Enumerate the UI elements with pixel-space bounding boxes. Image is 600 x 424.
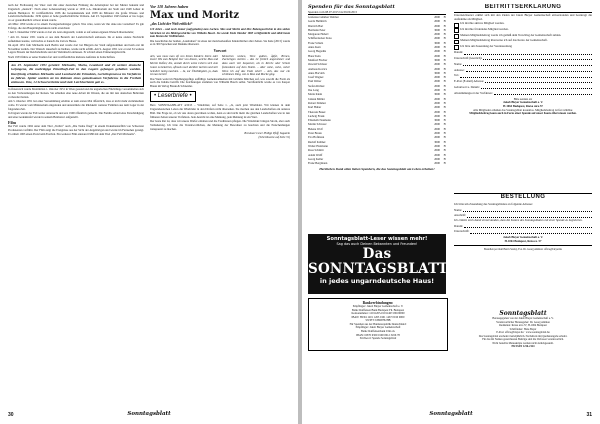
donation-currency: Ft	[443, 19, 446, 24]
article-headline: Max und Moritz	[150, 10, 240, 21]
donor-name: Eva Hofmann	[308, 135, 325, 140]
donor-name: Georg Keller	[308, 156, 324, 161]
bank-line: Empfänger: Jakob Bleyer Gemeinschaft	[355, 326, 401, 330]
page-number: 30	[8, 412, 14, 418]
donor-name: Gerda Hellmich	[308, 19, 327, 24]
donation-amount: 2000	[434, 148, 440, 153]
donation-amount: 2000	[434, 156, 440, 161]
donation-amount: 2000	[434, 36, 440, 41]
footer-brand: Sonntagsblatt	[429, 411, 473, 417]
donor-name: Margarete Haberl	[308, 32, 329, 37]
bank-line: Kontonummer: 12011265-01011467-00100000	[351, 312, 405, 316]
donation-currency: Ft	[443, 148, 446, 153]
letter-signature: Breslauer Leser Philipp Pfaff, Sagatelo	[244, 130, 290, 135]
poem-stanza: Menschen necken, Tiere quälen, Äpfel, Birnen, Zwetschgen stehlen – das ist freilich angenehmer und dazu auch viel bequemer, als in Kirche oder Schule festzusitzen auf dem Stuhle. – Aber wehe, wehe, wehe! Wenn ich auf das Ende sehe!! – Ach, das war ein schlimmes Ding, wie es Max und Moritz ging.	[222, 53, 290, 77]
field-label: Tel.:	[454, 73, 460, 78]
donor-name: Anna Horváth	[308, 70, 325, 75]
donation-amount: 2000	[434, 88, 440, 93]
donation-currency: Ft	[443, 57, 446, 62]
option-label: Meinen Mitgliedsbeitrag überweise ich auf das Konto der Gemeinschaft.	[460, 38, 548, 43]
form-address	[454, 98, 592, 117]
donation-currency: Ft	[443, 105, 446, 110]
donation-amount: 2000	[434, 45, 440, 50]
field-origin[interactable]	[454, 91, 592, 97]
donor-name: Franz Schulz	[308, 40, 324, 45]
order-title: BESTELLUNG	[500, 194, 546, 200]
donation-amount: 2000	[434, 23, 440, 28]
donation-currency: Ft	[443, 27, 446, 32]
donation-currency: Ft	[443, 100, 446, 105]
impressum-title: Sonntagsblatt	[499, 310, 547, 317]
donations-subtitle: Spenden vom 08.07.2015 bis 09.09.2015	[308, 10, 446, 15]
donor-name: Anna Kern	[308, 45, 321, 50]
article-paragraph: Ab März 1950 wurde er in einem Zwangsarbeitslager geholt. Was wäre, wenn wir ihn ohne uns vorstellen? Es gab Erfolge, die den Haupttätigkeitskreis nicht erreichten:	[8, 22, 144, 31]
donations-list	[308, 15, 446, 165]
donation-amount: 2000	[434, 143, 440, 148]
donor-name: Andreas Kovács	[308, 66, 328, 71]
donation-amount: 2000	[434, 96, 440, 101]
donor-name: Ludwig Frank	[308, 113, 325, 118]
donor-name: Schifferdecker Ilona	[308, 36, 332, 41]
bank-line: Für Spenden aus der Bundesrepublik Deutschland:	[349, 322, 407, 326]
promo-banner	[308, 234, 449, 294]
donation-amount: 2000	[434, 83, 440, 88]
donation-currency: Ft	[443, 40, 446, 45]
checkbox[interactable]	[454, 28, 459, 33]
option-label: Ich möchte aktives Mitglied werden.	[460, 21, 505, 26]
donation-amount: 2000	[434, 19, 440, 24]
field-label: Name:	[454, 207, 462, 212]
letter-paragraph: Der beste Rat ist, dass wir unsere Dörfer erhalten und die Traditionen pflegen. Die Windräder bringen Strom, aber auch Veränderung. Ich bitte die Verantwortlichen, die Meinung der Bewohner zu beachten und die Entscheidungen transparent zu machen.	[150, 119, 290, 131]
letter-paragraph: Betr.: SONNTAGSBLATT 4/2015 – Windräder, auf Seite 1. „Ja, auch jetzt Windräder. Wir können in dem Ungarndeutschen Leben die Windräder in den Dörfern nicht übersehen. Sie machen aus den Landschaften ein anderes Bild. Die Frage ist, ob wir uns daran gewöhnen wollen, denn es sind nicht mehr die gleichen Landschaften wie in den früheren Zeiten unserer Vorfahren. Jede Ansicht ist eine Meinung, jede Meinung ist ein Wert.	[150, 103, 290, 119]
bank-line: Stichwort: Spende Sonntagsblatt	[359, 337, 397, 341]
donor-name: Elisabeth Neumann	[308, 118, 331, 123]
right-page	[302, 0, 600, 424]
donation-amount: 3000	[434, 70, 440, 75]
donation-currency: Ft	[443, 15, 446, 19]
banner-line-3: Das SONNTAGSBLATT	[308, 245, 449, 277]
article-paragraph: Am 5. Oktober 1951 bei einer Versammlung erklärte er zum ersten Mal öffentlich, dass er nicht mehr zurückkehren wolle. Er wurde vom Ministerium eingeladen und unterstützte die Rückkehr weiterer Familien aus dem Lager in der folgenden Zeit.	[8, 99, 144, 111]
donor-name: Maria Klein	[308, 92, 323, 97]
donor-name: Theresia Bauer	[308, 109, 326, 114]
leserbriefe-label: • Leserbriefe •	[154, 93, 192, 100]
field-label: Geburtsort u. Datum:	[454, 85, 480, 90]
form-title: BEITRITTSERKLÄRUNG	[454, 4, 592, 13]
donation-currency: Ft	[443, 126, 446, 131]
address-label: Bitte senden an:	[513, 96, 533, 101]
donor-name: Dietrich Bart	[308, 23, 324, 28]
order-note: Ich erkläre mich damit einverstanden, dass die Kosten des Sonntagsblattes mit einer Spende zu begleichen.	[454, 218, 583, 223]
list-item: • Am 16. Januar 1951 wurde er aus dem Bereich der Landwirtschaft entlassen. Da er keine andere Nachricht aufnehmen konnte, verbrachte er danach die Zeit zu Hause.	[8, 34, 144, 43]
donation-amount: 3000	[434, 27, 440, 32]
option-label: Ich möchte förderndes Mitglied werden.	[460, 26, 509, 31]
left-page	[0, 0, 298, 424]
donation-amount: 2000	[434, 49, 440, 54]
donation-amount: 3000	[434, 139, 440, 144]
donation-row	[308, 161, 446, 165]
article-intro: 110 Jahre – und noch immer (auf)geladen) zum Lachen. Max und Moritz und Ihre Bubengeschichte in den sieben Streichen ist ein Bildergeschichte von Wilhelm Busch. Sie wurde Ende Oktober 1865 veröffentlicht und zählt heute zum Besten der Weltliteratur.	[150, 26, 290, 39]
article-paragraph: In Österreich wurde Maximilian 1. Oktober 1951 in Wien gesund und die ungarischen Flüchtlinge versammelten sich zu den Vorbereitungen der Reisen. Sie erhielten eine neue Arbeit im Westen, die sie mit den deutschen Behörden vorbereitet hatten.	[8, 87, 144, 99]
donation-currency: Ft	[443, 83, 446, 88]
donation-amount: 2000	[434, 66, 440, 71]
donation-currency: Ft	[443, 156, 446, 161]
donor-name: Georg Hegedüs	[308, 49, 327, 54]
banner-line-4: in jedes ungarndeutsche Haus!	[319, 276, 435, 285]
address-line: H-1064 Budapest, Rózsa u. 57	[504, 238, 542, 243]
donation-currency: Ft	[443, 36, 446, 41]
donation-amount: 2000	[434, 109, 440, 114]
article-dek: „das Licht der Welt erblickt“	[150, 22, 193, 26]
left-column-2	[150, 4, 290, 408]
highlight-box: Am 25. September 1951 gerettet: Michaelis, Maria, Leonhard und 26 weitere deutsche Gefangene, die mehrtägige Einzelhaft-Zeit in den Lagern gefangen gehalten wurden. Kurzfristig erhielten Michaelis und Leonhard die Erlaubnis, Gerichtsprozesse im Verfahren zu führen. Später wurden sie im Rahmen eines gemeinsamen Verfahrens in die Freiheit entlassen. Tote, 14 Schwerverletzte und viele Leichtverletzte gab es.	[8, 61, 144, 87]
donation-currency: Ft	[443, 96, 446, 101]
address-line: Jakob Bleyer Gemeinschaft e. V.	[503, 100, 543, 105]
field-label: Datum:	[454, 50, 463, 55]
donation-amount: 2000	[434, 100, 440, 105]
order-address	[454, 236, 592, 243]
impressum-issn: HU ISSN 1216-2124	[511, 345, 535, 348]
bank-line: Empfänger: Jakob Bleyer Gemeinschaft e. V.	[352, 304, 404, 308]
field-label: Anschrift:	[454, 213, 467, 218]
bank-line: Bank: Raiffeisenbank Ulm eG	[361, 330, 395, 334]
bank-title: Bankverbindungen:	[362, 300, 394, 305]
donation-currency: Ft	[443, 143, 446, 148]
donor-name: Stefan Richter	[308, 83, 325, 88]
donation-currency: Ft	[443, 152, 446, 157]
donor-name: Karl Huber	[308, 105, 322, 110]
impressum-line: Das Sonntagsblatt erscheint vierteljährlich. Nachdruck mit Quellenangabe erlaubt.	[478, 334, 568, 338]
address-line: Jakob Bleyer Gemeinschaft e. V.	[503, 235, 543, 240]
article-paragraph: Die Geschichte der beiden „Lausbuben“ ist eines der meistverkauften Kinderbücher aller Zeiten. Sie hatte (2015) wurde es in 300 Sprachen und Dialekte übersetzt.	[150, 38, 290, 47]
donation-amount: 2000	[434, 126, 440, 131]
donation-currency: Ft	[443, 62, 446, 67]
article-paragraph: nach der Freilassung der Vater weit mit einer deutschen Firmung die Arbeitsplatz bei der Mutter bekannt und Ungarisch „deutsch“. Nach einer Lebensstellung wurde er 1933 u.A. Direktorium der Stadt und 1948 Lehrer in seinem Heimatort. Er veröffentlichte 1936 die Gesteinskunde und 1938 als Mitautor die große Wasser- und Landwirtschaftsstudie. 1939 später er hohe gesellschaftliche Verluste. Am 23. September 1945 kamen er ins Lager, wo er gesundheitlich schwer krank wurde.	[8, 4, 144, 22]
list-item: • Am 5. Dezember 1950 wurde er dort als Arzt eingestellt, wohin er auf seinen eigenen Wunsch übersiedelte;	[8, 30, 134, 35]
impressum-line: Herausgegeben von der Jakob Bleyer Gemeinschaft e. V.	[492, 317, 554, 320]
donation-currency: Ft	[443, 53, 446, 58]
page-number: 31	[586, 412, 592, 418]
donation-amount: 2000	[434, 161, 440, 166]
donation-currency: Ft	[443, 161, 446, 166]
donation-amount: 2000	[434, 62, 440, 67]
impressum-line: Schriftleiter: Hans Bayer	[509, 327, 537, 331]
donor-name: Adam Wolff	[308, 152, 323, 157]
article-paragraph: In Ungarn wurde der Fall weiter untersucht und erst 1990 öffentlich gemacht. Die Familie erhielt eine Entschädigung und eine Gedenktafel wurde in seinem Heimatort aufgestellt.	[8, 111, 144, 119]
donation-amount: 2000	[434, 53, 440, 58]
donor-name: Josef Wagner	[308, 75, 324, 80]
article-paragraph: Das Werk weist im Handlungsgefüge auffällige Gemeinsamkeiten mit Grimms Märchen auf, was sowohl die Form als auch die Inhalte betrifft. Die Zeichnungen stammen von Wilhelm Busch selbst. Veröffentlicht wurde es von Kaspar Braun im Verlag Braun & Schneider.	[150, 76, 290, 89]
impressum-line: Redaktion: Rózsa utca 57, H-1064 Budapest	[499, 324, 547, 327]
bank-line: IBAN: DE70 6309 0100 0012 3456 78	[356, 333, 400, 337]
poem-stanza: Ach, was muss man oft von bösen Kindern hören oder lesen! Wie zum Beispiel hier von diesen, welche Max und Moritz hießen; die, anstatt durch weise Lehren sich zum Guten zu bekehren, oftmals noch darüber lachten und sich heimlich lustig machten. – Ja, zur Übeltätigkeit, ja, dazu ist man bereit!	[150, 53, 218, 77]
donation-amount: 3000	[434, 118, 440, 123]
order-footer-line: Bestellen per mail Herrn Szalay, F.A. Dr. Georg Ammon: office@bleyer.hu	[484, 247, 562, 251]
banner-line-2: Sag das auch Deinen Bekannten und Freunden!	[336, 242, 418, 247]
donation-amount: 2000	[434, 32, 440, 37]
donation-currency: Ft	[443, 131, 446, 136]
donor-name: Peter Braun	[308, 131, 322, 136]
donation-currency: Ft	[443, 79, 446, 84]
option-label: Ich bitte um Zusendung der Vereinszeitung	[460, 43, 512, 48]
film-paragraph: Der Fall wurde 1962 unter dem Titel „Verhör“ auch „Die Taube fliegt“ in einem Dokumentarfilm von Schweizer Produzenten verfilmt. Der Film zeigt die Ereignisse aus der Sicht der Angehörigen und wurde im Fernsehen gezeigt. Er erhielt 1963 einen Preis beim Festival. Ein weiterer Film entstand 1980 mit dem Titel „Der Fall Michaelis“.	[8, 124, 144, 136]
donation-amount: 2000	[434, 113, 440, 118]
donation-currency: Ft	[443, 92, 446, 97]
donation-currency: Ft	[443, 109, 446, 114]
donation-currency: Ft	[443, 135, 446, 140]
donation-currency: Ft	[443, 70, 446, 75]
donation-currency: Ft	[443, 118, 446, 123]
donation-amount: 2000	[434, 105, 440, 110]
right-page-footer	[310, 411, 592, 421]
donation-currency: Ft	[443, 113, 446, 118]
option-label: Meinen Mitgliedsbeitrag werde ich gemäß dem Vorschlag der Gemeinschaft zahlen.	[460, 32, 562, 37]
field-label: E-Post (E-mail) Adresse:	[454, 79, 484, 84]
order-text: Ich bitte um Zusendung des Sonntagsblattes an folgende Adresse:	[454, 202, 533, 206]
impressum-line: Für die mit Namen gezeichneten Beiträge sind die Verfasser verantwortlich.	[482, 338, 564, 341]
left-column-1	[8, 4, 144, 408]
donation-amount: 2000	[434, 131, 440, 136]
order-form	[454, 193, 592, 306]
donation-amount: 2000	[434, 122, 440, 127]
banner-line-1: Sonntagsblatt-Leser wissen mehr!	[326, 236, 428, 242]
address-line: H-1064 Budapest, Rózsa utca 57	[503, 104, 543, 109]
donation-amount: 2000	[434, 152, 440, 157]
bank-details-box	[308, 298, 448, 351]
address-note: Alle Mitglieder erhalten das Sonntagsblatt kostenlos. Mitgliedsbeitrag ist frei wählbar.	[473, 107, 573, 112]
donor-name: Franz Bergmann	[308, 161, 328, 166]
donation-amount: 2000	[434, 75, 440, 80]
letter-signature-note: (Schreibweise auf Seite 31)	[258, 135, 290, 140]
donor-name: Martin Schwarz	[308, 122, 327, 127]
donor-name: Robert Zimmer	[308, 100, 326, 105]
article-kicker: Vor 110 Jahren haben	[150, 4, 189, 9]
donation-currency: Ft	[443, 122, 446, 127]
donation-currency: Ft	[443, 66, 446, 71]
field-label: Adresse:	[454, 67, 465, 72]
field-label: Name:	[454, 61, 462, 66]
field-label: Unterschrift (leserlich):	[454, 56, 483, 61]
donation-amount: 3000	[434, 57, 440, 62]
left-page-footer	[8, 411, 290, 421]
checkbox[interactable]	[454, 34, 459, 39]
donation-amount: 2000	[434, 79, 440, 84]
donation-currency: Ft	[443, 49, 446, 54]
donation-currency: Ft	[443, 32, 446, 37]
donation-amount: 2000	[434, 135, 440, 140]
donor-name: Johann Müller	[308, 96, 325, 101]
donation-amount: 2000	[434, 15, 440, 19]
bank-line: IBAN: HU04 1201 1265 0101 1467 0010 0000	[351, 315, 405, 319]
donation-amount: 3000	[434, 40, 440, 45]
donations-note: Herzlichen Dank allen lieben Spendern, die das Sonntagsblatt am Leben erhalten!	[319, 166, 435, 171]
film-heading: Film	[8, 119, 16, 125]
impressum-line: Verantwortlicher Herausgeber: Dr. Georg Ammon	[496, 320, 550, 324]
donor-name: Hans Stein	[308, 53, 321, 58]
article-paragraph: Nach 1953 führte er seine Studien fort und veröffentlichte mehrere Aufsätze in Zeitschriften.	[8, 54, 116, 59]
checkbox[interactable]	[454, 23, 459, 28]
option-newspaper[interactable]	[454, 45, 592, 50]
leserbriefe-label-box	[150, 91, 196, 102]
form-intro: Unterzeichnete/r erklärt sich mit den Zielen der Jakob Bleyer Gemeinschaft einverstanden und beantragt die Aufnahme als Mitglied.	[454, 13, 592, 21]
bank-line: SWIFT: UBRTHUHB	[365, 319, 391, 323]
field-label: Abstammungsort der Vorfahren:	[454, 90, 493, 95]
impressum	[454, 310, 592, 349]
bank-line: Bank: Raiffeisen Bank Budapest Fil. Budapest	[351, 308, 405, 312]
donation-currency: Ft	[443, 75, 446, 80]
article-paragraph: Im April 1951 fuhr Michaelis nach Berlin und wurde dort bei Bürgern der Stadt aufgenommen und kam erst im November zurück. Der Wunsch dauerhaft zu bleiben, wurde nicht erfüllt. Am 9. August 1951 war er und 34 weitere Lagers Einsatz der Reichsbehörde und der Wehrmacht entlassen. Er schrieb einen Erinnerungsbericht.	[8, 42, 144, 55]
donation-amount: 3000	[434, 92, 440, 97]
donation-currency: Ft	[443, 45, 446, 50]
donor-name: Helene Wolf	[308, 126, 323, 131]
donor-name: Ilse Lang	[308, 88, 319, 93]
donor-name: Manfred Fischer	[308, 57, 328, 62]
donation-currency: Ft	[443, 88, 446, 93]
donor-name: Hermann Peter	[308, 27, 326, 32]
donations-title: Spenden für das Sonntagsblatt	[308, 4, 395, 10]
donor-name: Walter Hartmann	[308, 143, 328, 148]
field-label: Unterschrift:	[454, 229, 470, 234]
impressum-line: E-Post: office@bleyer.hu · www.sonntagsblatt.hu	[496, 331, 550, 334]
impressum-line: Nicht bestellte Manuskripte werden nicht zurückgesandt.	[492, 341, 554, 345]
donor-name: Paul Weber	[308, 79, 322, 84]
checkbox[interactable]	[454, 40, 459, 45]
donor-name: Rosa Schmitt	[308, 148, 324, 153]
donor-name: Oswald Schöner	[308, 62, 328, 67]
membership-note: Mitgliedsbeitrag kann auch in Form einer Spende auf unser Konto überwiesen werden.	[469, 111, 577, 116]
footer-brand: Sonntagsblatt	[127, 411, 171, 417]
vorwort-heading: Vorwort	[213, 48, 227, 53]
poem-block	[150, 55, 290, 78]
checkbox[interactable]	[454, 45, 459, 50]
donor-name: Grafenau Günther Weimar	[308, 15, 339, 19]
field-label: Datum:	[454, 223, 463, 228]
donation-currency: Ft	[443, 139, 446, 144]
donation-currency: Ft	[443, 23, 446, 28]
donor-name: Rudolf Krämer	[308, 139, 326, 144]
